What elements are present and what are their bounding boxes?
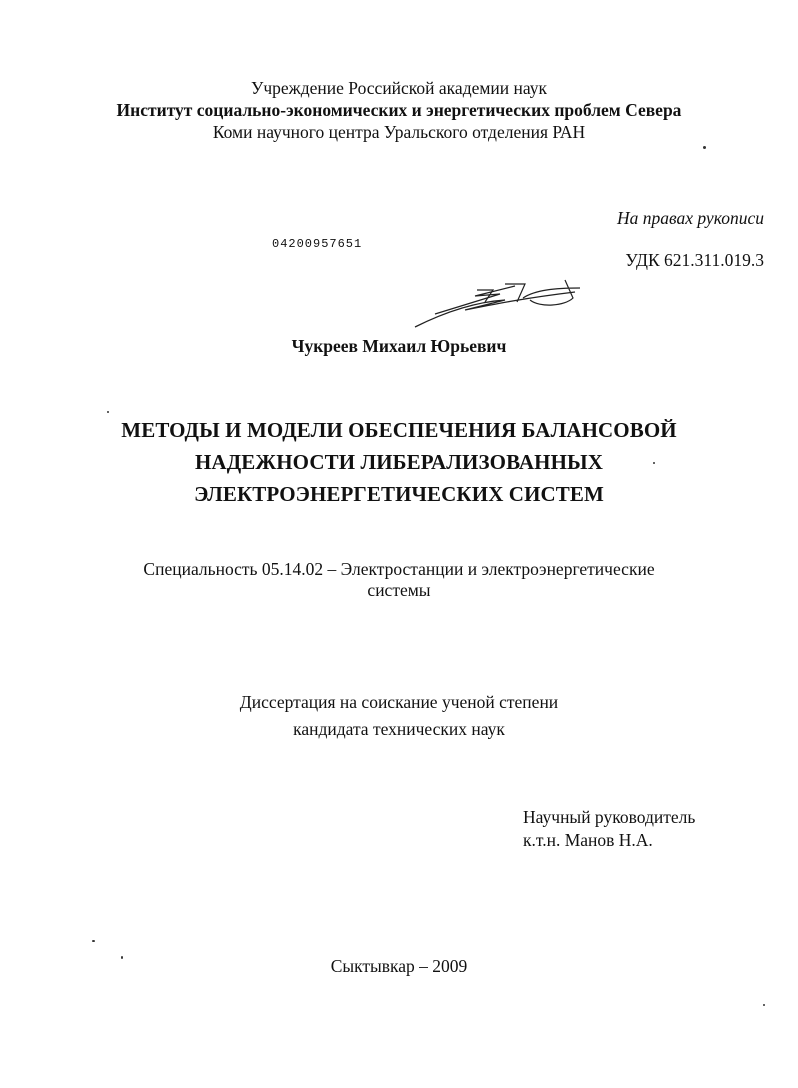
- specialty-line-2: системы: [367, 580, 431, 600]
- scan-speck: [653, 462, 655, 464]
- scan-speck: [92, 940, 95, 942]
- specialty-line-1: Специальность 05.14.02 – Электростанции и электроэнергетические: [143, 559, 655, 579]
- degree-line-2: кандидата технических наук: [293, 719, 505, 739]
- institution-line-3: Коми научного центра Уральского отделения РАН: [212, 122, 586, 142]
- institution-line-2: Институт социально-экономических и энергетических проблем Севера: [116, 100, 682, 120]
- udc-code: УДК 621.311.019.3: [625, 250, 764, 270]
- scan-speck: [121, 956, 123, 959]
- title-line-3: ЭЛЕКТРОЭНЕРГЕТИЧЕСКИХ СИСТЕМ: [194, 482, 604, 506]
- author-name: Чукреев Михаил Юрьевич: [291, 336, 507, 356]
- title-line-1: МЕТОДЫ И МОДЕЛИ ОБЕСПЕЧЕНИЯ БАЛАНСОВОЙ: [121, 418, 677, 442]
- scan-speck: [763, 1004, 765, 1006]
- title-line-2: НАДЕЖНОСТИ ЛИБЕРАЛИЗОВАННЫХ: [195, 450, 603, 474]
- scan-speck: [107, 411, 109, 413]
- supervisor-label: Научный руководитель: [523, 807, 696, 827]
- manuscript-note: На правах рукописи: [617, 208, 764, 228]
- degree-line-1: Диссертация на соискание ученой степени: [239, 692, 559, 712]
- scan-speck: [703, 146, 706, 149]
- city-year: Сыктывкар – 2009: [330, 956, 468, 976]
- signature-image: [405, 272, 595, 332]
- document-number: 04200957651: [272, 237, 363, 251]
- institution-line-1: Учреждение Российской академии наук: [250, 78, 548, 98]
- supervisor-name: к.т.н. Манов Н.А.: [523, 830, 653, 850]
